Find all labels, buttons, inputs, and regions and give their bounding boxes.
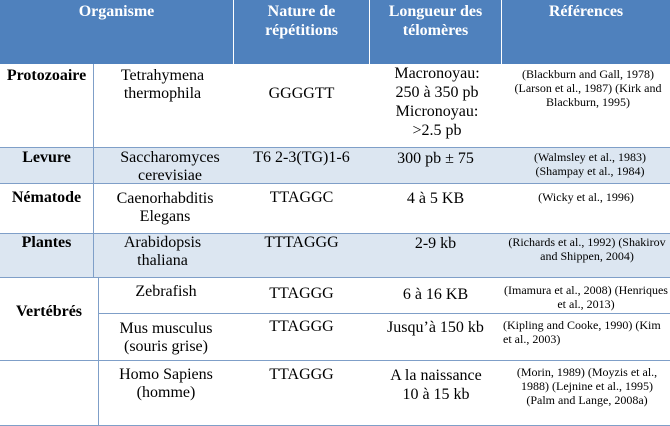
species-cell: Arabidopsis thaliana — [123, 234, 202, 269]
group-vertebres: Vertébrés — [15, 303, 83, 320]
length-cell: A la naissance 10 à 15 kb — [390, 367, 482, 403]
species-cell: Caenorhabditis Elegans — [116, 190, 214, 225]
references-cell: (Walmsley et al., 1983) (Shampay et al., 1984) — [533, 150, 646, 178]
column-divider — [93, 64, 94, 278]
row-divider — [98, 313, 670, 314]
length-cell: Jusqu’à 150 kb — [387, 319, 484, 336]
references-cell: (Blackburn and Gall, 1978) (Larson et al., 1987) (Kirk and Blackburn, 1995) — [514, 67, 662, 109]
length-cell: 2-9 kb — [414, 235, 457, 252]
header-nature: Nature de répétitions — [265, 3, 338, 39]
species-cell: Saccharomyces cerevisiae — [120, 149, 220, 184]
references-cell: (Morin, 1989) (Moyzis et al., 1988) (Lejnine et al., 1995) (Palm and Lange, 2008a) — [516, 365, 658, 407]
repeat-cell: TTAGGG — [269, 285, 334, 302]
repeat-cell: TTAGGC — [269, 189, 334, 206]
repeat-cell: TTTAGGG — [264, 234, 339, 251]
length-cell: Macronoyau: 250 à 350 pb Micronoyau: >2.5 pb — [394, 65, 480, 139]
row-divider — [0, 360, 670, 361]
header-length: Longueur des télomères — [388, 3, 483, 39]
length-cell: 4 à 5 KB — [406, 190, 465, 207]
references-cell: (Kipling and Cooke, 1990) (Kim et al., 2003) — [503, 318, 661, 346]
table-header — [0, 0, 670, 64]
species-cell: Zebrafish — [135, 283, 197, 300]
row-divider — [0, 277, 670, 278]
references-cell: (Imamura et al., 2008) (Henriques et al., 2013) — [504, 283, 668, 311]
length-cell: 300 pb ± 75 — [397, 150, 474, 167]
species-cell: Mus musculus (souris grise) — [119, 320, 213, 355]
references-cell: (Wicky et al., 1996) — [538, 190, 634, 204]
group-levure: Levure — [22, 149, 71, 166]
group-nematode: Nématode — [11, 189, 82, 206]
species-cell: Homo Sapiens (homme) — [119, 366, 213, 401]
species-cell: Tetrahymena thermophila — [120, 67, 205, 102]
repeat-cell: T6 2-3(TG)1-6 — [253, 149, 350, 166]
group-plantes: Plantes — [21, 234, 72, 251]
repeat-cell: TTAGGG — [269, 366, 334, 383]
repeat-cell: TTAGGG — [269, 318, 334, 335]
header-references: Références — [548, 3, 624, 20]
header-organism: Organisme — [78, 3, 155, 20]
references-cell: (Richards et al., 1992) (Shakirov and Shippen, 2004) — [508, 235, 666, 263]
group-protozoaire: Protozoaire — [6, 67, 87, 84]
repeat-cell: GGGGTT — [268, 85, 335, 102]
length-cell: 6 à 16 KB — [402, 286, 469, 303]
row-divider — [0, 147, 670, 148]
